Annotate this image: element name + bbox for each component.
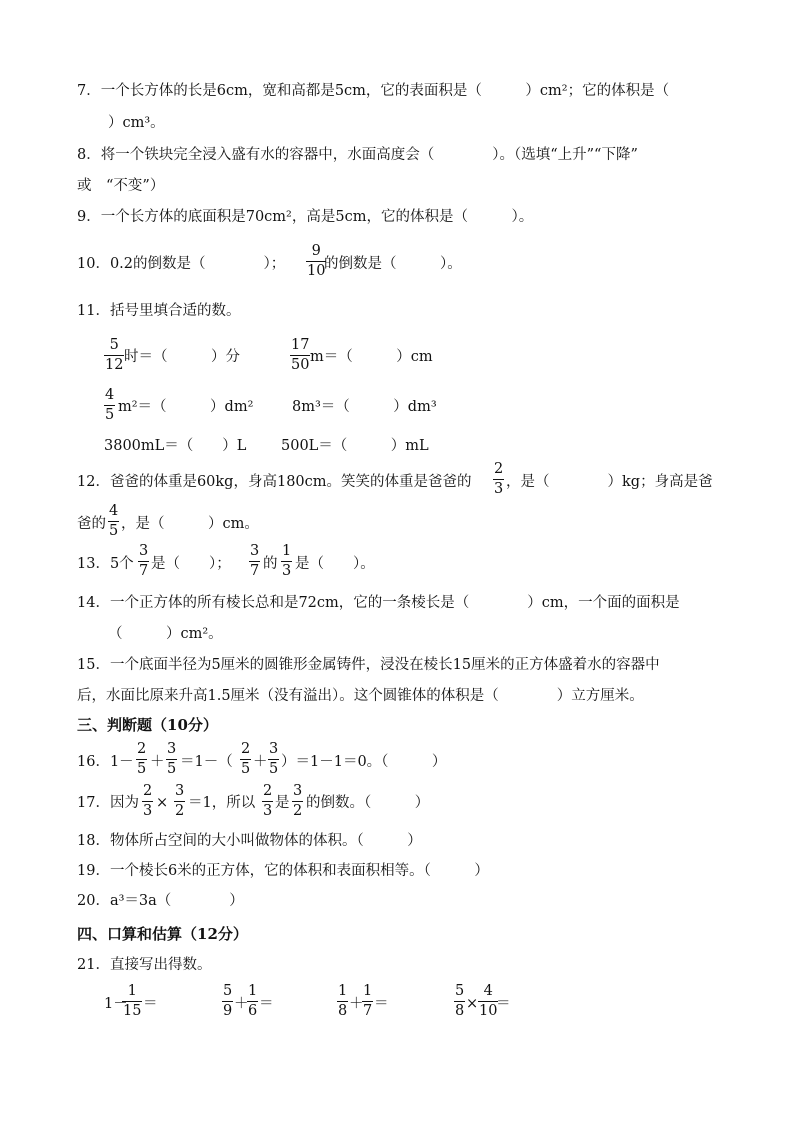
question-21-title: 21．直接写出得数。 xyxy=(77,957,212,973)
question-12-continued xyxy=(0,504,794,544)
question-18 xyxy=(0,832,794,866)
fraction: 2 5 xyxy=(137,741,147,777)
question-15 xyxy=(0,656,794,690)
fraction: 3 5 xyxy=(269,741,279,777)
question-11-row-3-item-2: 500L＝（ ）mL xyxy=(281,438,429,454)
fraction: 4 10 xyxy=(479,983,498,1019)
question-11-title: 11．括号里填合适的数。 xyxy=(77,303,241,319)
question-11-row-2-item-2: 8m³＝（ ）dm³ xyxy=(292,399,437,415)
equals-sign: ＝ xyxy=(259,996,274,1012)
question-20-text: 20．a³＝3a（ ） xyxy=(77,893,244,909)
operator: × xyxy=(466,996,479,1012)
question-16-part-1: 16．1－ xyxy=(77,754,134,770)
question-17-part-4: 的倒数。（ ） xyxy=(306,795,430,811)
fraction: 9 10 xyxy=(307,243,326,279)
fraction: 1 3 xyxy=(282,543,292,579)
question-21-expressions xyxy=(0,984,794,1026)
question-12-part-1: 12．爸爸的体重是60kg，身高180cm。笑笑的体重是爸爸的 xyxy=(77,474,472,490)
question-8-line-1: 8．将一个铁块完全浸入盛有水的容器中，水面高度会（ ）。（选填“上升”“下降” xyxy=(77,147,638,163)
operator: × xyxy=(156,795,169,811)
question-9-text: 9．一个长方体的底面积是70cm²，高是5cm，它的体积是（ ）。 xyxy=(77,209,534,225)
fraction: 2 3 xyxy=(143,783,153,819)
question-13-part-4: 是（ ）。 xyxy=(295,556,375,572)
question-14-line-2: （ ）cm²。 xyxy=(108,626,223,642)
question-13-part-1: 13．5个 xyxy=(77,556,134,572)
section-3-title: 三、判断题（10分） xyxy=(77,716,218,734)
fraction: 4 5 xyxy=(105,387,115,423)
question-11-row-1 xyxy=(0,338,794,378)
question-17-part-1: 17．因为 xyxy=(77,795,139,811)
question-16 xyxy=(0,742,794,782)
fraction: 5 9 xyxy=(223,983,233,1019)
section-4-heading xyxy=(0,925,794,959)
fraction: 1 15 xyxy=(123,983,142,1019)
question-14 xyxy=(0,594,794,628)
operator: ＋ xyxy=(150,754,165,770)
question-8-line-2: 或 “不变”） xyxy=(77,178,165,194)
question-11-row-1-item-2: m＝（ ）cm xyxy=(310,349,433,365)
question-13-part-3: 的 xyxy=(263,556,278,572)
fraction: 3 7 xyxy=(250,543,260,579)
fraction: 3 2 xyxy=(293,783,303,819)
question-12 xyxy=(0,462,794,502)
equals-sign: ＝ xyxy=(143,996,158,1012)
fraction: 3 7 xyxy=(139,543,149,579)
fraction: 5 12 xyxy=(105,337,124,373)
question-16-part-2: ＝1－（ xyxy=(180,754,233,770)
question-18-text: 18．物体所占空间的大小叫做物体的体积。（ ） xyxy=(77,833,422,849)
question-11 xyxy=(0,302,794,336)
question-8-continued xyxy=(0,177,794,211)
question-10-part-2: 的倒数是（ ）。 xyxy=(324,256,462,272)
fraction: 1 7 xyxy=(363,983,373,1019)
question-13-part-2: 是（ ）； xyxy=(151,556,231,572)
fraction: 2 3 xyxy=(494,461,504,497)
question-11-row-2-item-1: m²＝（ ）dm² xyxy=(118,399,254,415)
operator: ＋ xyxy=(253,754,268,770)
question-20 xyxy=(0,892,794,926)
fraction: 2 3 xyxy=(263,783,273,819)
question-13 xyxy=(0,544,794,584)
question-7-line-1: 7．一个长方体的长是6cm，宽和高都是5cm，它的表面积是（ ）cm²；它的体积是（ xyxy=(77,83,670,99)
question-19-text: 19．一个棱长6米的正方体，它的体积和表面积相等。（ ） xyxy=(77,863,489,879)
question-15-line-2: 后，水面比原来升高1.5厘米（没有溢出）。这个圆锥体的体积是（ ）立方厘米。 xyxy=(77,688,644,704)
operator: ＋ xyxy=(349,996,364,1012)
question-14-continued xyxy=(0,625,794,659)
fraction: 5 8 xyxy=(455,983,465,1019)
question-8 xyxy=(0,146,794,180)
question-9 xyxy=(0,208,794,242)
question-17-part-2: ＝1，所以 xyxy=(188,795,256,811)
question-17 xyxy=(0,784,794,824)
question-10 xyxy=(0,244,794,284)
operator: ＋ xyxy=(234,996,249,1012)
section-4-title: 四、口算和估算（12分） xyxy=(77,925,248,943)
question-10-part-1: 10．0.2的倒数是（ ）； xyxy=(77,256,286,272)
question-15-line-1: 15．一个底面半径为5厘米的圆锥形金属铸件，浸没在棱长15厘米的正方体盛着水的容器中 xyxy=(77,657,660,673)
question-17-part-3: 是 xyxy=(275,795,290,811)
question-16-part-3: ）＝1－1＝0。（ ） xyxy=(281,754,447,770)
fraction: 17 50 xyxy=(291,337,310,373)
question-11-row-1-item-1: 时＝（ ）分 xyxy=(124,349,240,365)
fraction: 3 5 xyxy=(167,741,177,777)
question-14-line-1: 14．一个正方体的所有棱长总和是72cm，它的一条棱长是（ ）cm，一个面的面积是 xyxy=(77,595,680,611)
question-11-row-2 xyxy=(0,388,794,428)
equals-sign: ＝ xyxy=(496,996,511,1012)
question-7-continued xyxy=(0,114,794,148)
question-12-part-2: ，是（ ）kg；身高是爸 xyxy=(506,474,713,490)
question-7-line-2: ）cm³。 xyxy=(108,115,165,131)
expression-1-prefix: 1－ xyxy=(104,996,128,1012)
question-12-part-3: 爸的 xyxy=(77,516,106,532)
fraction: 1 8 xyxy=(338,983,348,1019)
fraction: 3 2 xyxy=(175,783,185,819)
question-12-part-4: ，是（ ）cm。 xyxy=(121,516,259,532)
question-11-row-3-item-1: 3800mL＝（ ）L xyxy=(104,438,247,454)
question-19 xyxy=(0,862,794,896)
equals-sign: ＝ xyxy=(374,996,389,1012)
fraction: 4 5 xyxy=(109,503,119,539)
fraction: 1 6 xyxy=(248,983,258,1019)
fraction: 2 5 xyxy=(241,741,251,777)
question-7 xyxy=(0,82,794,116)
